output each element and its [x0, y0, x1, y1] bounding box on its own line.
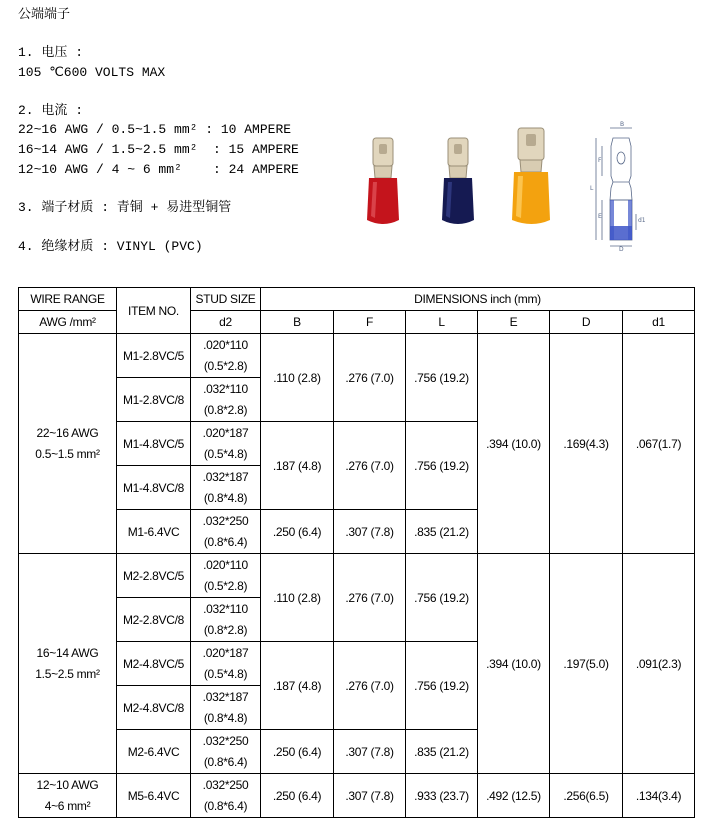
d1-cell: .134(3.4): [623, 774, 695, 818]
stud-mm: (0.5*2.8): [203, 578, 248, 593]
stud-mm: (0.5*2.8): [203, 358, 248, 373]
stud-mm: (0.5*4.8): [203, 666, 248, 681]
header-b: B: [261, 311, 334, 334]
stud-size-cell: [191, 686, 261, 730]
material-spec: 3. 端子材质 : 青铜 + 易进型铜管: [18, 200, 232, 215]
header-wire-range: WIRE RANGE: [19, 288, 117, 311]
item-no-cell: M1-6.4VC: [117, 510, 191, 554]
f-cell: .276 (7.0): [334, 554, 406, 642]
item-no-cell: M2-4.8VC/8: [117, 686, 191, 730]
stud-inch: .032*250: [202, 733, 249, 748]
stud-inch: .032*110: [203, 601, 248, 616]
b-cell: .187 (4.8): [261, 422, 334, 510]
d-cell: .169(4.3): [550, 334, 623, 554]
diagram-label-d: D: [619, 246, 624, 252]
d1-cell: .091(2.3): [623, 554, 695, 774]
header-row-1: [19, 288, 695, 311]
stud-mm: (0.8*4.8): [203, 710, 248, 725]
item-no-cell: M2-4.8VC/5: [117, 642, 191, 686]
header-dimensions: DIMENSIONS inch (mm): [261, 288, 695, 311]
dimensions-table: [18, 287, 695, 818]
yellow-terminal-photo: [504, 122, 564, 230]
e-cell: .394 (10.0): [478, 334, 550, 554]
red-terminal-photo: [355, 130, 415, 230]
wire-range-cell: [19, 554, 117, 774]
b-cell: .110 (2.8): [261, 334, 334, 422]
stud-inch: .032*187: [202, 469, 249, 484]
header-d1: d1: [623, 311, 695, 334]
item-no-cell: M1-4.8VC/5: [117, 422, 191, 466]
stud-inch: .020*187: [202, 425, 249, 440]
stud-mm: (0.8*6.4): [203, 798, 248, 813]
table-row: [19, 554, 695, 598]
diagram-label-e: E: [598, 213, 602, 220]
wire-mm: 0.5~1.5 mm²: [35, 446, 100, 461]
stud-mm: (0.5*4.8): [203, 446, 248, 461]
wire-mm: 4~6 mm²: [44, 798, 91, 813]
stud-size-cell: [191, 422, 261, 466]
item-no-cell: M1-2.8VC/5: [117, 334, 191, 378]
stud-inch: .032*110: [203, 381, 248, 396]
f-cell: .276 (7.0): [334, 334, 406, 422]
insulation-spec: 4. 绝缘材质 : VINYL (PVC): [18, 239, 203, 254]
l-cell: .835 (21.2): [406, 730, 478, 774]
diagram-label-d1: d1: [638, 217, 646, 224]
f-cell: .276 (7.0): [334, 422, 406, 510]
wire-range-cell: [19, 774, 117, 818]
current-line-1: 22~16 AWG / 0.5~1.5 mm² : 10 AMPERE: [18, 122, 292, 137]
f-cell: .307 (7.8): [334, 730, 406, 774]
blue-terminal-photo: [430, 130, 490, 230]
diagram-label-b: B: [620, 121, 625, 128]
d-cell: .197(5.0): [550, 554, 623, 774]
page-title: 公端端子: [18, 7, 71, 22]
b-cell: .187 (4.8): [261, 642, 334, 730]
item-no-cell: M5-6.4VC: [117, 774, 191, 818]
header-awg: AWG /mm²: [19, 311, 117, 334]
stud-inch: .032*187: [202, 689, 249, 704]
stud-mm: (0.8*4.8): [203, 490, 248, 505]
header-d: D: [550, 311, 623, 334]
terminal-dimension-diagram: [576, 118, 656, 252]
stud-size-cell: [191, 730, 261, 774]
l-cell: .756 (19.2): [406, 554, 478, 642]
d1-cell: .067(1.7): [623, 334, 695, 554]
table-row: [19, 774, 695, 818]
stud-mm: (0.8*2.8): [203, 402, 248, 417]
b-cell: .250 (6.4): [261, 510, 334, 554]
e-cell: .394 (10.0): [478, 554, 550, 774]
b-cell: .110 (2.8): [261, 554, 334, 642]
current-heading: 2. 电流 :: [18, 103, 84, 118]
f-cell: .276 (7.0): [334, 642, 406, 730]
f-cell: .307 (7.8): [334, 774, 406, 818]
header-l: L: [406, 311, 478, 334]
stud-size-cell: [191, 554, 261, 598]
stud-size-cell: [191, 642, 261, 686]
stud-inch: .032*250: [202, 777, 249, 792]
current-line-2: 16~14 AWG / 1.5~2.5 mm² : 15 AMPERE: [18, 142, 299, 157]
wire-awg: 16~14 AWG: [36, 645, 99, 660]
e-cell: .492 (12.5): [478, 774, 550, 818]
l-cell: .756 (19.2): [406, 334, 478, 422]
wire-awg: 22~16 AWG: [36, 425, 99, 440]
header-e: E: [478, 311, 550, 334]
stud-size-cell: [191, 774, 261, 818]
wire-range-cell: [19, 334, 117, 554]
wire-mm: 1.5~2.5 mm²: [35, 666, 100, 681]
item-no-cell: M2-6.4VC: [117, 730, 191, 774]
b-cell: .250 (6.4): [261, 774, 334, 818]
voltage-heading: 1. 电压 :: [18, 45, 84, 60]
table-row: [19, 334, 695, 378]
l-cell: .835 (21.2): [406, 510, 478, 554]
item-no-cell: M1-4.8VC/8: [117, 466, 191, 510]
l-cell: .756 (19.2): [406, 642, 478, 730]
diagram-label-l: L: [590, 185, 594, 192]
stud-mm: (0.8*6.4): [203, 534, 248, 549]
b-cell: .250 (6.4): [261, 730, 334, 774]
stud-inch: .020*187: [202, 645, 249, 660]
l-cell: .933 (23.7): [406, 774, 478, 818]
wire-awg: 12~10 AWG: [36, 777, 99, 792]
stud-mm: (0.8*2.8): [203, 622, 248, 637]
stud-inch: .020*110: [203, 337, 248, 352]
stud-size-cell: [191, 334, 261, 378]
d-cell: .256(6.5): [550, 774, 623, 818]
stud-size-cell: [191, 510, 261, 554]
f-cell: .307 (7.8): [334, 510, 406, 554]
stud-inch: .020*110: [203, 557, 248, 572]
stud-size-cell: [191, 378, 261, 422]
header-stud-size: STUD SIZE: [191, 288, 261, 311]
item-no-cell: M2-2.8VC/8: [117, 598, 191, 642]
stud-size-cell: [191, 466, 261, 510]
header-item-no: ITEM NO.: [117, 288, 191, 334]
item-no-cell: M2-2.8VC/5: [117, 554, 191, 598]
header-d2: d2: [191, 311, 261, 334]
diagram-label-f: F: [598, 157, 602, 164]
stud-inch: .032*250: [202, 513, 249, 528]
current-line-3: 12~10 AWG / 4 ~ 6 mm² : 24 AMPERE: [18, 162, 299, 177]
header-f: F: [334, 311, 406, 334]
stud-mm: (0.8*6.4): [203, 754, 248, 769]
l-cell: .756 (19.2): [406, 422, 478, 510]
voltage-value: 105 ℃600 VOLTS MAX: [18, 65, 166, 80]
item-no-cell: M1-2.8VC/8: [117, 378, 191, 422]
stud-size-cell: [191, 598, 261, 642]
